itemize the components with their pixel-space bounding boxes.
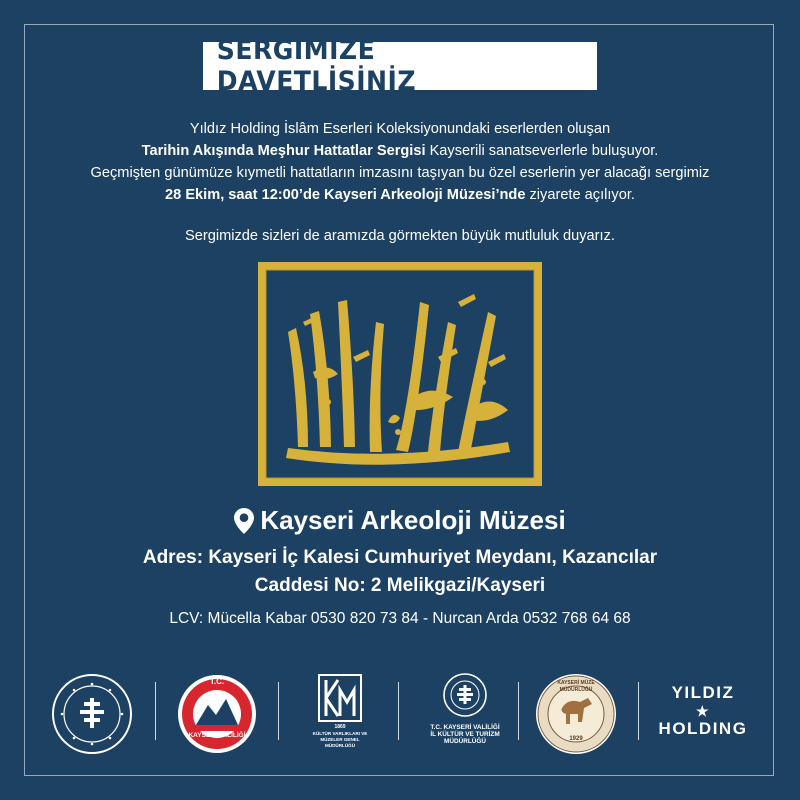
kayseri-muze-logo <box>534 664 618 764</box>
intro-line-4-rest: ziyarete açılıyor. <box>525 187 635 203</box>
logo-divider <box>155 682 156 740</box>
calligraphy-artwork <box>258 262 542 486</box>
ilkultur-line-1: T.C. KAYSERİ VALİLİĞİ <box>430 724 500 731</box>
page-title: SERGİMİZE DAVETLİSİNİZ <box>216 35 416 97</box>
valilik-name: KAYSERİ VALİLİĞİ <box>188 732 246 739</box>
ilkultur-line-2: İL KÜLTÜR VE TURİZM <box>430 731 500 738</box>
location-pin-icon <box>234 508 254 534</box>
yildiz-line-1: YILDIZ <box>671 683 735 702</box>
yildiz-line-2: HOLDING <box>658 719 748 738</box>
intro-line-2-rest: Kayserili sanatseverlerle buluşuyor. <box>425 143 659 159</box>
intro-line-3: Geçmişten günümüze kıymetli hattatların imzasını taşıyan bu özel eserlerin yer alacağı sergimiz <box>90 165 710 181</box>
address-line-1: Adres: Kayseri İç Kalesi Cumhuriyet Meydanı, Kazancılar <box>142 547 658 568</box>
closing-text: Sergimizde sizleri de aramızda görmekten büyük mutluluk duyarız. <box>185 228 615 244</box>
venue-name: Kayseri Arkeoloji Müzesi <box>260 505 566 535</box>
kayseri-valiligi-logo <box>176 664 258 764</box>
kvmgm-logo <box>302 664 378 764</box>
logo-divider <box>398 682 399 740</box>
ilkultur-line-3: MÜDÜRLÜĞÜ <box>444 738 486 745</box>
muze-year: 1929 <box>569 736 583 742</box>
logo-divider <box>518 682 519 740</box>
star-icon: ★ <box>695 703 711 719</box>
muze-ring-text: KAYSERİ MÜZE MÜDÜRLÜĞÜ <box>557 680 595 693</box>
exhibition-name: Tarihin Akışında Meşhur Hattatlar Sergisi <box>141 143 426 159</box>
venue <box>0 505 800 536</box>
yildiz-holding-logo <box>658 682 748 740</box>
intro-line-4 <box>40 184 760 206</box>
intro-line-2 <box>40 140 760 162</box>
address <box>0 544 800 600</box>
logo-divider <box>638 682 639 740</box>
logo-bar <box>40 664 760 764</box>
kvmgm-caption: KÜLTÜR VARLIKLARI VE MÜZELER GENEL MÜDÜRLÜĞÜ <box>312 731 368 748</box>
kvmgm-year: 1869 <box>334 724 346 730</box>
il-kultur-turizm-logo <box>412 664 518 764</box>
logo-divider <box>278 682 279 740</box>
intro-line-1: Yıldız Holding İslâm Eserleri Koleksiyonundaki eserlerden oluşan <box>189 121 611 137</box>
calligraphy-image <box>258 262 542 486</box>
title-banner <box>203 35 597 97</box>
date-location: 28 Ekim, saat 12:00’de Kayseri Arkeoloji Müzesi’nde <box>165 187 526 203</box>
valilik-badge: T.C. <box>209 677 225 686</box>
address-line-2: Caddesi No: 2 Melikgazi/Kayseri <box>254 575 546 596</box>
intro-text <box>40 118 760 206</box>
ministry-seal-logo <box>50 664 134 764</box>
rsvp-contacts: LCV: Mücella Kabar 0530 820 73 84 - Nurcan Arda 0532 768 64 68 <box>169 610 631 627</box>
